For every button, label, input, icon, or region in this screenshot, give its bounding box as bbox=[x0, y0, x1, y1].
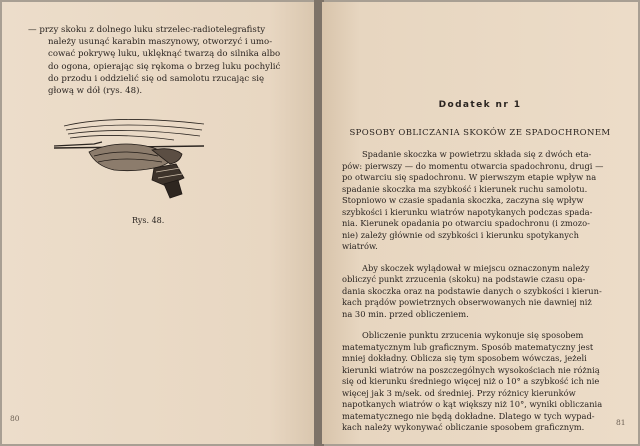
text-line: mniej dokładny. Oblicza się tym sposobem wówczas, jeżeli bbox=[342, 353, 587, 363]
page-number: 80 bbox=[10, 414, 20, 423]
text-line: się od kierunku średniego więcej niż o 10° a szybkość ich nie bbox=[342, 376, 600, 386]
section-title: SPOSOBY OBLICZANIA SKOKÓW ZE SPADOCHRONEM bbox=[349, 128, 611, 138]
text-line: Obliczenie punktu zrzucenia wykonuje się sposobem bbox=[362, 330, 584, 340]
text-line: obliczyć punkt zrzucenia (skoku) na podstawie czasu opa- bbox=[342, 274, 586, 284]
text-line: kach należy wykonywać obliczanie sposobem graficznym. bbox=[342, 422, 585, 432]
text-line: matematycznym lub graficznym. Sposób matematyczny jest bbox=[342, 341, 594, 352]
left-page-text bbox=[28, 24, 298, 97]
page-number: 81 bbox=[616, 418, 626, 427]
text-line: pów: pierwszy — do momentu otwarcia spadochronu, drugi — bbox=[342, 160, 604, 171]
text-line: więcej jak 3 m/sek. od średniej. Przy różnicy kierunków bbox=[342, 387, 576, 398]
text-line: matematycznego nie będą dokładne. Dlatego w tych wypad- bbox=[342, 410, 595, 421]
text-line: szybkości i kierunku wiatrów napotykanych podczas spada- bbox=[342, 206, 593, 217]
text-line: Spadanie skoczka w powietrzu składa się z dwóch eta- bbox=[362, 149, 592, 159]
text-line: należy usunąć karabin maszynowy, otworzyć i umo- bbox=[48, 37, 273, 48]
left-page bbox=[2, 2, 316, 444]
right-page bbox=[322, 2, 638, 444]
text-line: głową w dół (rys. 48). bbox=[48, 86, 143, 97]
appendix-heading: Dodatek nr 1 bbox=[438, 100, 522, 110]
figure-caption: Rys. 48. bbox=[132, 216, 165, 225]
text-line: spadanie skoczka ma szybkość i kierunek ruchu samolotu. bbox=[342, 183, 588, 194]
text-line: Stopniowo w czasie spadania skoczka, zaczyna się wpływ bbox=[342, 195, 584, 205]
text-line: kierunki wiatrów na poszczególnych wysokościach nie różnią bbox=[342, 364, 600, 375]
text-line: kach prądów powietrznych obserwowanych nie dawniej niż bbox=[342, 297, 592, 307]
text-line: wiatrów. bbox=[342, 241, 378, 251]
text-line: po otwarciu się spadochronu. W pierwszym etapie wpływ na bbox=[342, 172, 597, 182]
text-line: cować pokrywę luku, uklęknąć twarzą do silnika albo bbox=[48, 49, 281, 60]
text-line: na 30 min. przed obliczeniem. bbox=[342, 308, 469, 319]
parachutist-illustration bbox=[54, 106, 214, 206]
text-line: nie) zależy głównie od szybkości i kierunku spotykanych bbox=[342, 229, 579, 240]
text-line: Aby skoczek wylądował w miejscu oznaczonym należy bbox=[362, 262, 590, 273]
text-line: do przodu i oddzielić się od samolotu rzucając się bbox=[48, 73, 265, 84]
text-line: — przy skoku z dolnego luku strzelec-radiotelegrafisty bbox=[28, 25, 266, 35]
text-line: napotkanych wiatrów o kąt większy niż 10°, wyniki obliczania bbox=[342, 399, 603, 409]
text-line: nia. Kierunek opadania po otwarciu spadochronu (i zmozo- bbox=[342, 218, 590, 228]
right-page-body bbox=[342, 149, 632, 434]
text-line: dania skoczka oraz na podstawie danych o szybkości i kierun- bbox=[342, 285, 602, 296]
text-line: do ogona, opierając się rękoma o brzeg luku pochylić bbox=[48, 61, 281, 72]
